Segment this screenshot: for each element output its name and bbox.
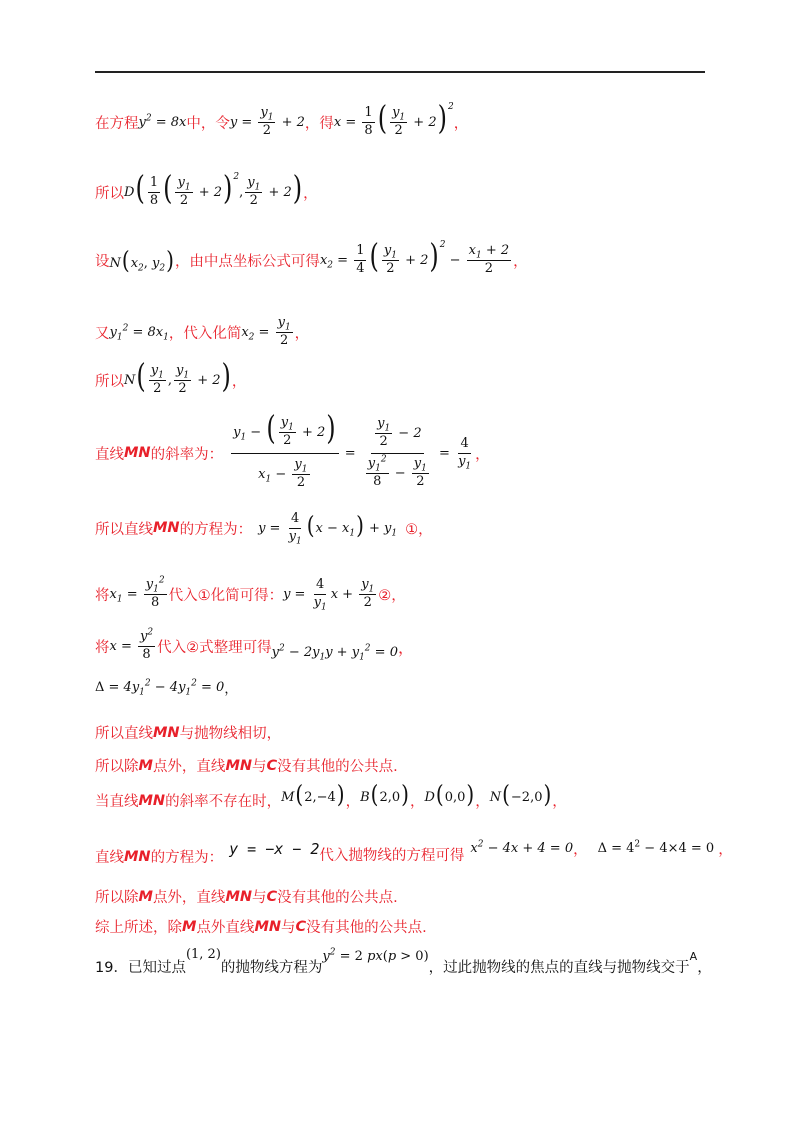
- text: 与: [252, 759, 267, 775]
- formula: N( $\frac{y_1}{2}$ , $\frac{y_1}{2}$ + 2): [124, 357, 231, 396]
- line-6: [95, 409, 490, 491]
- formula: y = $\frac{y_1}{2}$ + 2: [229, 105, 305, 138]
- text: ，: [475, 446, 490, 463]
- formula: D( $\frac{1}{8}$ ( $\frac{y_1}{2}$ + 2)$^2$, $\frac{y_1}{2}$ + 2): [124, 169, 303, 208]
- formula: $x^2 - 4x + 4 = 0$: [470, 839, 574, 856]
- text: M: [138, 888, 153, 905]
- line-9: [95, 627, 414, 663]
- formula: B(2,0): [360, 779, 409, 809]
- text: ，: [718, 842, 733, 858]
- line-13: [95, 779, 567, 811]
- text: 代入抛物线的方程可得: [319, 848, 465, 864]
- header-rule: [95, 71, 705, 73]
- text: 综上所述，除: [95, 920, 182, 936]
- text: C: [266, 757, 278, 774]
- text: ，: [409, 794, 425, 810]
- line-16: [95, 916, 427, 937]
- line-1: [95, 99, 469, 139]
- text: 所以除: [95, 759, 139, 775]
- formula: M(2,−4): [281, 779, 345, 809]
- text: 将: [95, 639, 110, 656]
- formula: N(−2,0): [489, 779, 552, 809]
- text: 所以直线: [95, 726, 153, 742]
- formula: $y_1$ − ( $\frac{y_1}{2}$ + 2) $x_1$ − $\frac{y_1}{2}$ = $\frac{y_1}{2}$ − 2 $\frac{y_1^2}{8}$ − $\frac{y_1}{2}$ = $\frac{4}{y_1}$: [233, 409, 472, 490]
- text: ，: [573, 842, 588, 858]
- formula: $x_1$ = $\frac{y_1^2}{8}$: [109, 575, 165, 610]
- text: ，: [397, 637, 414, 657]
- text: MN: [153, 724, 180, 741]
- formula: $y^2 = 8x$: [138, 113, 187, 130]
- formula: y = $\frac{4}{y_1}$ $(x - x_1) + y_1$: [258, 510, 398, 547]
- formula: $y^2 - 2y_1y + y_1^2 = 0$: [271, 643, 398, 663]
- text: ，: [294, 325, 310, 342]
- formula: y = $\frac{4}{y_1}$ x + $\frac{y_1}{2}$: [283, 577, 375, 613]
- formula: D(0,0): [424, 779, 475, 809]
- formula: $y^2 = 2$ px(p > 0): [322, 947, 429, 964]
- text: MN: [254, 918, 282, 935]
- text: 的方程为：: [179, 521, 253, 538]
- line-5: [95, 357, 247, 397]
- line-4: [95, 316, 309, 349]
- text: 的方程为：: [150, 850, 224, 866]
- text: MN: [225, 757, 253, 774]
- text: MN: [225, 888, 253, 905]
- text: 与: [281, 920, 296, 936]
- text: ，: [303, 185, 318, 202]
- text: 没有其他的公共点.: [277, 890, 398, 906]
- text: 代入①化简可得：: [168, 587, 284, 604]
- text: MN: [138, 792, 166, 809]
- text: 代入②式整理可得: [157, 639, 272, 656]
- text: 所以直线: [95, 521, 153, 538]
- line-14: [95, 838, 733, 866]
- formula: $x_2$ = $\frac{1}{4}$ ( $\frac{y_1}{2}$ + 2)$^2$ − $\frac{x_1 + 2}{2}$: [319, 237, 510, 276]
- line-15: [95, 886, 398, 907]
- text: 与抛物线相切，: [179, 726, 282, 742]
- text: ，: [453, 115, 469, 132]
- text: C: [266, 888, 278, 905]
- line-3: [95, 237, 528, 277]
- formula: x = $\frac{y^2}{8}$: [109, 627, 154, 662]
- text: ，过此抛物线的焦点的直线与抛物线交于: [428, 960, 690, 976]
- question-19: [95, 947, 712, 976]
- text: 点外，直线: [152, 759, 226, 775]
- line-2: [95, 169, 318, 209]
- formula: (1, 2): [185, 947, 221, 962]
- formula: x = $\frac{1}{8}$ ( $\frac{y_1}{2}$ + 2)$^2$: [333, 99, 454, 138]
- line-12: [95, 755, 398, 776]
- text: 的斜率为：: [150, 446, 224, 463]
- text: 设: [95, 253, 110, 270]
- text: 与: [252, 890, 267, 906]
- text: A: [689, 950, 698, 963]
- formula: $\Delta = 4^2 - 4\times 4 = 0$: [597, 839, 715, 856]
- text: 又: [95, 325, 110, 342]
- line-10: $\Delta = 4y_1^2 - 4y_1^2 = 0$ ，: [95, 678, 238, 698]
- text: 点外直线: [196, 920, 255, 936]
- text: ，: [475, 794, 490, 810]
- text: ，: [552, 794, 567, 810]
- formula: $y_1^2 = 8x_1$: [109, 323, 169, 343]
- text: MN: [153, 520, 180, 537]
- formula: $x_2$ = $\frac{y_1}{2}$: [241, 315, 291, 348]
- text: 没有其他的公共点.: [306, 920, 427, 936]
- line-11: [95, 722, 281, 743]
- text: ，: [345, 794, 361, 810]
- text: MN: [124, 445, 151, 462]
- text: 将: [95, 587, 110, 604]
- text: ，: [697, 960, 712, 976]
- text: ②，: [378, 587, 406, 604]
- text: ，由中点坐标公式可得: [174, 253, 320, 270]
- text: 的斜率不存在时，: [165, 794, 282, 810]
- text: 中，令: [186, 115, 230, 132]
- line-8: [95, 575, 406, 613]
- text: ①，: [405, 521, 433, 538]
- text: ，得: [304, 115, 334, 132]
- text: 所以: [95, 373, 124, 390]
- text: ，代入化简: [168, 325, 242, 342]
- text: 直线: [95, 850, 124, 866]
- formula: $N(x_2$, $y_2$): [109, 245, 174, 275]
- text: C: [295, 918, 307, 935]
- text: M: [138, 757, 153, 774]
- text: MN: [124, 848, 151, 865]
- text: ，: [513, 253, 528, 270]
- text: 当直线: [95, 794, 139, 810]
- text: 没有其他的公共点.: [277, 759, 398, 775]
- text: 点外，直线: [152, 890, 226, 906]
- text: 所以除: [95, 890, 139, 906]
- formula: $\Delta = 4y_1^2 - 4y_1^2 = 0$: [95, 678, 225, 698]
- text: 直线: [95, 446, 124, 463]
- text: 在方程: [95, 115, 139, 132]
- text: ，: [231, 373, 247, 390]
- formula: y = −x − 2: [229, 839, 320, 858]
- text: 的抛物线方程为: [220, 960, 323, 976]
- text: M: [182, 918, 197, 935]
- text: 所以: [95, 185, 124, 202]
- text: 19．已知过点: [95, 960, 186, 976]
- line-7: [95, 512, 433, 545]
